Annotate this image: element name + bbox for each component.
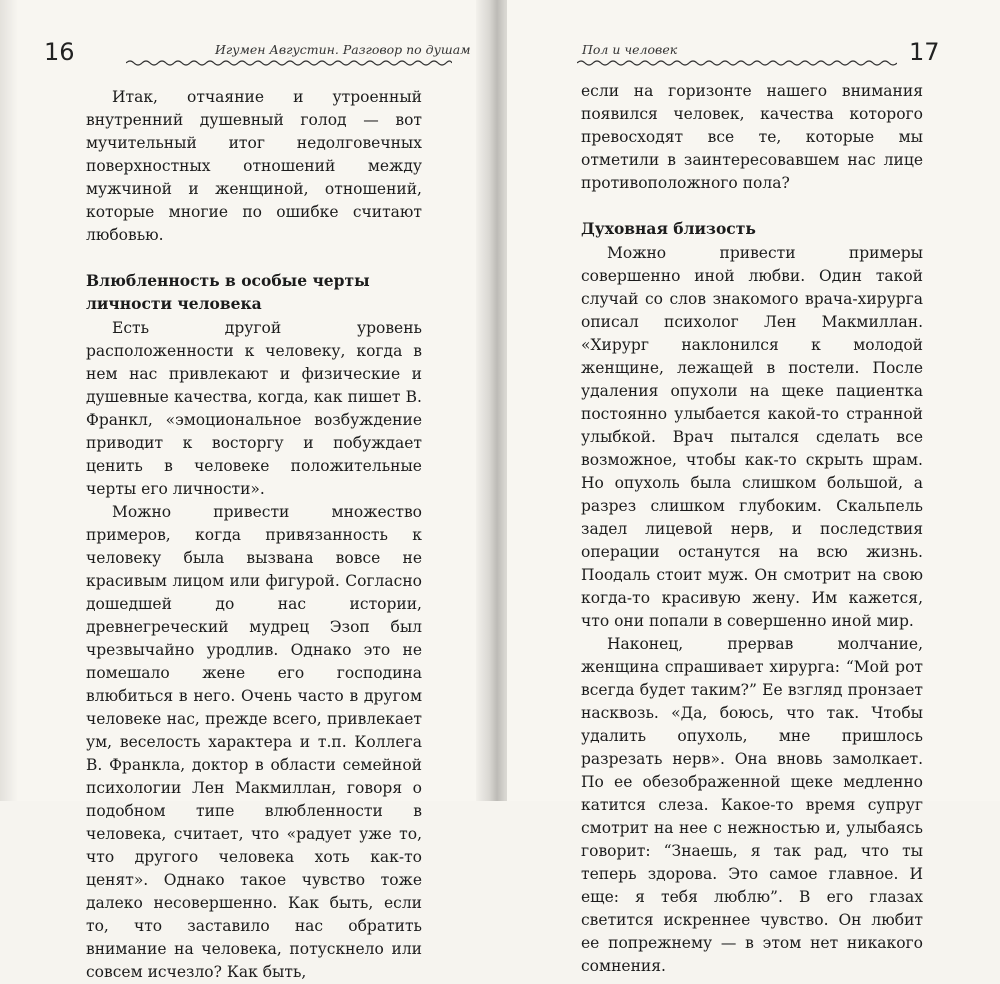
paragraph: Можно привести множество примеров, когда привязанность к человеку была вызвана вовсе не красивым лицом или фигурой. Согласно дошедшей до нас истории, древнегреческий мудрец Эзоп был чрезвычайно уродлив. Однако это не помешало жене его господина влюбиться в него. Очень часто в другом человеке нас, прежде всего, привлекает ум, веселость характера и т.п. Коллега В. Франкла, доктор в области семейной психологии Лен Макмиллан, говоря о подобном типе влюбленности в человека, считает, что «радует уже то, что другого человека хоть как-то ценят». Однако такое чувство тоже далеко несовершенно. Как быть, если то, что заставило нас обратить внимание на человека, потускнело или совсем исчезло? Как быть, [86, 503, 422, 981]
header-ornament-left [126, 58, 452, 68]
header-ornament-right [577, 58, 897, 68]
right-page [507, 0, 1000, 975]
paragraph: Есть другой уровень расположенности к человеку, когда в нем нас привлекают и физические и душевные качества, когда, как пишет В. Франкл, «эмоциональное возбуждение приводит к восторгу и побуждает ценить в человеке положительные черты его личности». [86, 319, 422, 498]
left-page-body [86, 86, 422, 984]
paragraph: если на горизонте нашего внимания появился человек, качества которого превосходят все те, которые мы отметили в заинтересовавшем нас лице противоположного пола? [581, 82, 923, 192]
section-heading: Духовная близость [581, 219, 756, 238]
paragraph: Итак, отчаяние и утроенный внутренний душевный голод — вот мучительный итог недолговечных поверхностных отношений между мужчиной и женщиной, отношений, которые многие по ошибке считают любовью. [86, 88, 422, 244]
right-page-body [581, 80, 923, 978]
page-number-right: 17 [909, 38, 940, 66]
running-head-right: Пол и человек [582, 42, 678, 57]
section-heading: Влюбленность в особые черты личности человека [86, 271, 370, 313]
left-page [0, 0, 487, 981]
page-edge-shadow [0, 0, 18, 801]
page-number-left: 16 [44, 38, 75, 66]
running-head-left: Игумен Августин. Разговор по душам [215, 42, 471, 57]
paragraph: Наконец, прервав молчание, женщина спрашивает хирурга: “Мой рот всегда будет таким?” Ее взгляд пронзает насквозь. «Да, боюсь, что так. Чтобы удалить опухоль, мне пришлось разрезать нерв». Она вновь замолкает. По ее обезображенной щеке медленно катится слеза. Какое-то время супруг смотрит на нее с нежностью и, улыбаясь говорит: “Знаешь, я так рад, что ты теперь здорова. Это самое главное. И еще: я тебя люблю”. В его глазах светится искреннее чувство. Он любит ее попрежнему — в этом нет никакого сомнения. [581, 635, 923, 975]
paragraph: Можно привести примеры совершенно иной любви. Один такой случай со слов знакомого врача-хирурга описал психолог Лен Макмиллан. «Хирург наклонился к молодой женщине, лежащей в постели. После удаления опухоли на щеке пациентка постоянно улыбается какой-то странной улыбкой. Врач пытался сделать все возможное, чтобы как-то скрыть шрам. Но опухоль была слишком большой, а разрез слишком глубоким. Скальпель задел лицевой нерв, и последствия операции останутся на всю жизнь. Поодаль стоит муж. Он смотрит на свою когда-то красивую жену. Им кажется, что они попали в совершенно иной мир. [581, 244, 923, 630]
